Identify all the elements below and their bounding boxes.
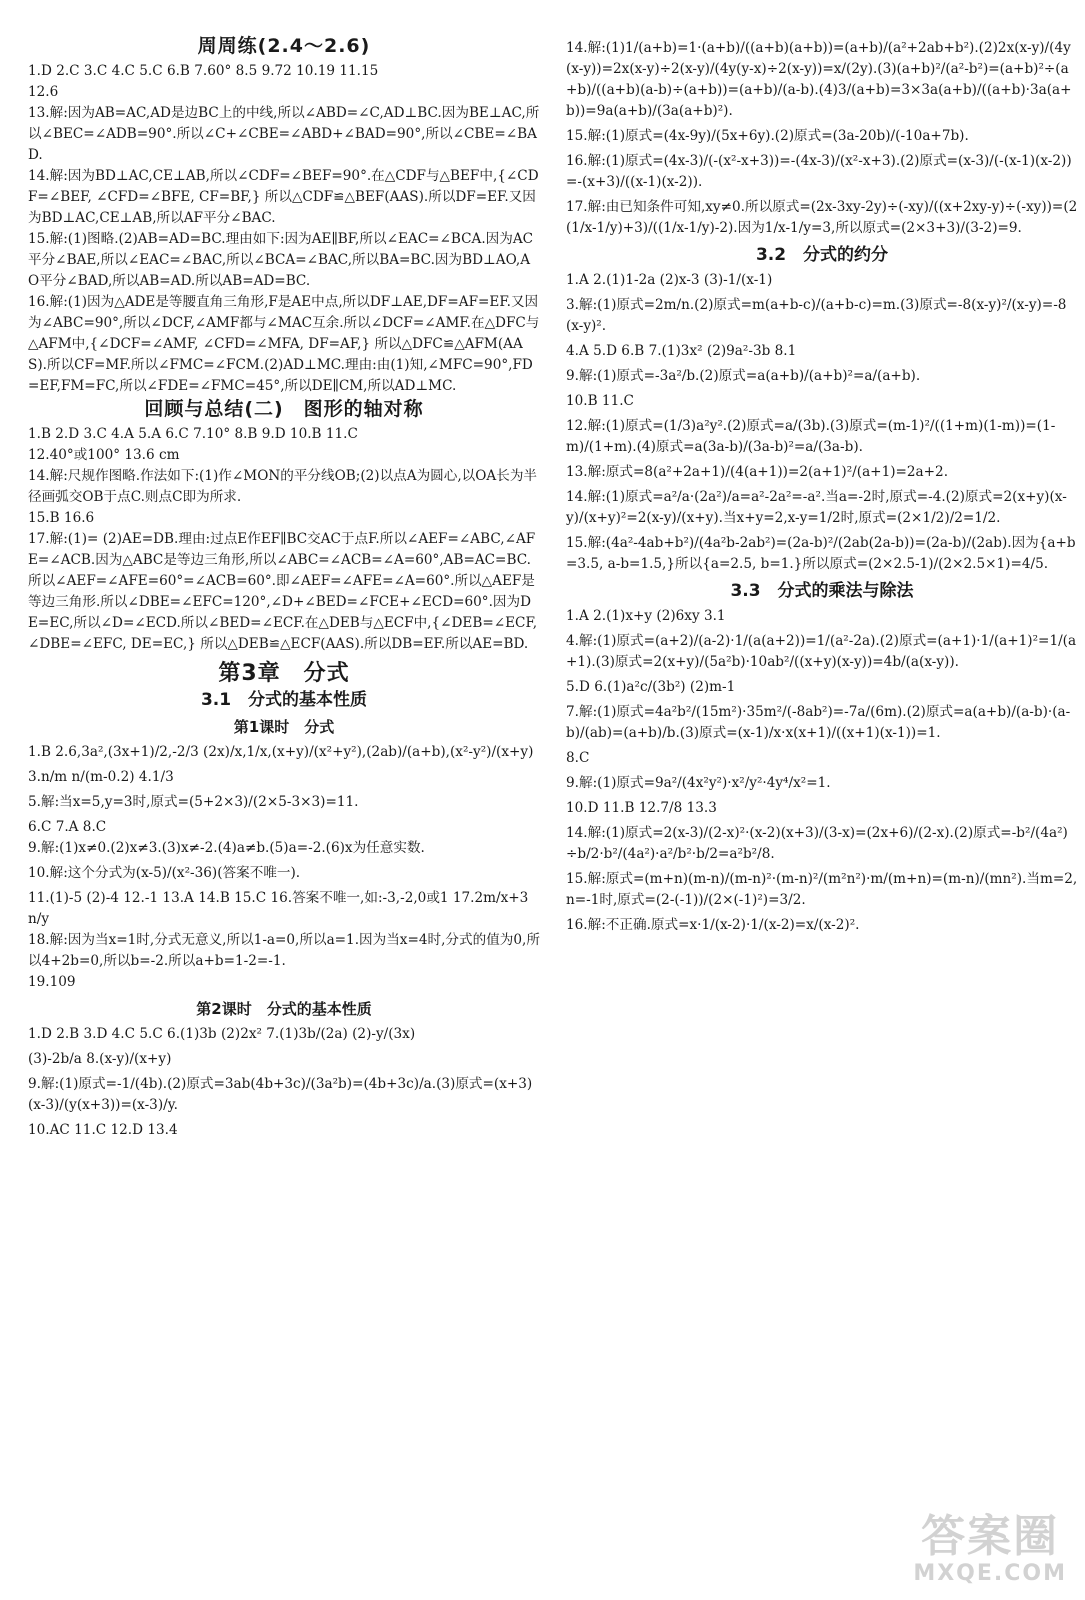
weekly-line: 1.D 2.C 3.C 4.C 5.C 6.B 7.60° 8.5 9.72 10.19 11.15 — [28, 63, 379, 79]
sec32-line: 12.解:(1)原式=(1/3)a²y².(2)原式=a/(3b).(3)原式=(m-1)²/((1+m)(1-m))=(1-m)/(1+m).(4)原式=a(3a-b)/(3a-b)²=a/(3a-b). — [566, 418, 1056, 455]
lesson2-line: 1.D 2.B 3.D 4.C 5.C 6.(1)3b (2)2x² 7.(1)3b/(2a) (2)-y/(3x) — [28, 1026, 416, 1042]
review-line: 14.解:尺规作图略.作法如下:(1)作∠MON的平分线OB;(2)以点A为圆心,以OA长为半径画弧交OB于点C.则点C即为所求. — [28, 468, 538, 505]
answer-line: 14.解:(1)1/(a+b)=1·(a+b)/((a+b)(a+b))=(a+b)/(a²+2ab+b²).(2)2x(x-y)/(4y(x-y))=2x(x-y)÷2(x-y)/(4y(y-x)÷2(x-y))=x/(2y).(3)(a+b)²/(a²-b²)=(a+b)²÷(a+b)/((a+b)(a-b)÷(a+b))=(a+b)/(a-b).(4)3/(a+b)=3×3a(a+b)/((a+b)·3a(a+b))=9a(a+b)/(3a(a+b)²). — [566, 40, 1072, 119]
section-3-1-title: 3.1 分式的基本性质 — [200, 690, 368, 710]
weekly-line: 12.6 — [28, 84, 59, 100]
weekly-line: 15.解:(1)图略.(2)AB=AD=BC.理由如下:因为AE∥BF,所以∠EAC=∠BCA.因为AC平分∠BAE,所以∠EAC=∠BAC,所以∠BCA=∠BAC,所以BA=BC.因为BD⊥AO,AO平分∠BAD,所以AB=AD.所以AB=AD=BC. — [28, 231, 534, 289]
sec32-line: 14.解:(1)原式=a²/a·(2a²)/a=a²-2a²=-a².当a=-2时,原式=-4.(2)原式=2(x+y)(x-y)/(x+y)²=2(x-y)/(x+y).当x+y=2,x-y=1/2时,原式=(2×1/2)/2=1/2. — [566, 489, 1067, 526]
lesson1-line: 1.B 2.6,3a²,(3x+1)/2,-2/3 (2x)/x,1/x,(x+y)/(x²+y²),(2ab)/(a+b),(x²-y²)/(x+y) — [28, 744, 534, 760]
sec32-line: 15.解:(4a²-4ab+b²)/(4a²b-2ab²)=(2a-b)²/(2ab(2a-b))=(2a-b)/(2ab).因为{a+b=3.5, a-b=1.5,}所以{a=2.5, b=1.}所以原式=(2×2.5-1)/(2×2.5×1)=4/5. — [566, 535, 1076, 572]
review-line: 12.40°或100° 13.6 cm — [28, 447, 180, 463]
lesson1-line: 9.解:(1)x≠0.(2)x≠3.(3)x≠-2.(4)a≠b.(5)a=-2.(6)x为任意实数. — [28, 840, 425, 856]
lesson1-line: 3.n/m n/(m-0.2) 4.1/3 — [28, 769, 174, 785]
watermark-url: MXQE.COM — [913, 1561, 1067, 1586]
watermark-logo — [913, 1513, 1067, 1586]
lesson1-line: 18.解:因为当x=1时,分式无意义,所以1-a=0,所以a=1.因为当x=4时,分式的值为0,所以4+2b=0,所以b=-2.所以a+b=1-2=-1. — [28, 932, 540, 969]
sec33-line: 4.解:(1)原式=(a+2)/(a-2)·1/(a(a+2))=1/(a²-2a).(2)原式=(a+1)·1/(a+1)²=1/(a+1).(3)原式=2(x+y)/(5a²b)·10ab²/((x+y)(x-y))=4b/(a(x-y)). — [566, 633, 1077, 670]
sec33-line: 5.D 6.(1)a²c/(3b²) (2)m-1 — [566, 679, 736, 695]
review-title: 回顾与总结(二) 图形的轴对称 — [144, 398, 424, 420]
sec32-line: 9.解:(1)原式=-3a²/b.(2)原式=a(a+b)/(a+b)²=a/(a+b). — [566, 368, 921, 384]
watermark-logo-text: 答案圈 — [921, 1511, 1060, 1562]
lesson1-line: 5.解:当x=5,y=3时,原式=(5+2×3)/(2×5-3×3)=11. — [28, 794, 359, 810]
answer-line: 15.解:(1)原式=(4x-9y)/(5x+6y).(2)原式=(3a-20b)/(-10a+7b). — [566, 128, 969, 144]
sec32-line: 4.A 5.D 6.B 7.(1)3x² (2)9a²-3b 8.1 — [566, 343, 797, 359]
sec33-line: 7.解:(1)原式=4a²b²/(15m²)·35m²/(-8ab²)=-7a/(6m).(2)原式=a(a+b)/(a-b)·(a-b)/(ab)=(a+b)/b.(3)原式=(x-1)/x·x(x+1)/((x+1)(x-1))=1. — [566, 704, 1071, 741]
answer-line: 16.解:(1)原式=(4x-3)/(-(x²-x+3))=-(4x-3)/(x²-x+3).(2)原式=(x-3)/(-(x-1)(x-2))=-(x+3)/((x-1)(x-2)). — [566, 153, 1072, 190]
sec33-line: 14.解:(1)原式=2(x-3)/(2-x)²·(x-2)(x+3)/(3-x)=(2x+6)/(2-x).(2)原式=-b²/(4a²)÷b/2·b²/(4a²)·a²/b²·b/2=a²b²/8. — [566, 825, 1068, 862]
lesson2-line: 10.AC 11.C 12.D 13.4 — [28, 1122, 178, 1138]
weekly-line: 13.解:因为AB=AC,AD是边BC上的中线,所以∠ABD=∠C,AD⊥BC.因为BE⊥AC,所以∠BEC=∠ADB=90°.所以∠C+∠CBE=∠ABD+∠BAD=90°,所以∠CBE=∠BAD. — [28, 105, 540, 163]
sec33-line: 8.C — [566, 750, 590, 766]
sec33-line: 15.解:原式=(m+n)(m-n)/(m-n)²·(m-n)²/(m²n²)·m/(m+n)=(m-n)/(mn²).当m=2,n=-1时,原式=(2-(-1))/(2×(-1)²)=3/2. — [566, 871, 1078, 908]
lesson2-line: 9.解:(1)原式=-1/(4b).(2)原式=3ab(4b+3c)/(3a²b)=(4b+3c)/a.(3)原式=(x+3)(x-3)/(y(x+3))=(x-3)/y. — [28, 1076, 533, 1113]
section-3-3-title: 3.3 分式的乘法与除法 — [730, 581, 914, 601]
sec32-line: 10.B 11.C — [566, 393, 634, 409]
right-column — [566, 34, 1078, 940]
lesson2-line: (3)-2b/a 8.(x-y)/(x+y) — [28, 1051, 172, 1067]
left-column — [28, 34, 540, 1141]
lesson-2-title: 第2课时 分式的基本性质 — [196, 1000, 372, 1018]
lesson1-line: 19.109 — [28, 974, 76, 990]
sec32-line: 3.解:(1)原式=2m/n.(2)原式=m(a+b-c)/(a+b-c)=m.(3)原式=-8(x-y)²/(x-y)=-8(x-y)². — [566, 297, 1067, 334]
lesson1-line: 10.解:这个分式为(x-5)/(x²-36)(答案不唯一). — [28, 865, 301, 881]
sec32-line: 13.解:原式=8(a²+2a+1)/(4(a+1))=2(a+1)²/(a+1)=2a+2. — [566, 464, 949, 480]
weekly-line: 16.解:(1)因为△ADE是等腰直角三角形,F是AE中点,所以DF⊥AE,DF=AF=EF.又因为∠ABC=90°,所以∠DCF,∠AMF都与∠MAC互余.所以∠DCF=∠AMF.在△DFC与△AFM中,{∠DCF=∠AMF, ∠CFD=∠MFA, DF=AF,} 所以△DFC≌△AFM(AAS).所以CF=MF.所以∠FMC=∠FCM.(2)AD⊥MC.理由:由(1)知,∠MFC=90°,FD=EF,FM=FC,所以∠FDE=∠FMC=45°,所以DE∥CM,所以AD⊥MC. — [28, 294, 540, 394]
review-line: 1.B 2.D 3.C 4.A 5.A 6.C 7.10° 8.B 9.D 10.B 11.C — [28, 426, 358, 442]
sec32-line: 1.A 2.(1)1-2a (2)x-3 (3)-1/(x-1) — [566, 272, 773, 288]
sec33-line: 1.A 2.(1)x+y (2)6xy 3.1 — [566, 608, 726, 624]
answer-line: 17.解:由已知条件可知,xy≠0.所以原式=(2x-3xy-2y)÷(-xy)/((x+2xy-y)÷(-xy))=(2(1/x-1/y)+3)/((1/x-1/y)-2).因为1/x-1/y=3,所以原式=(2×3+3)/(3-2)=9. — [566, 199, 1078, 236]
chapter-title: 第3章 分式 — [218, 661, 350, 686]
sec33-line: 10.D 11.B 12.7/8 13.3 — [566, 800, 717, 816]
sec33-line: 16.解:不正确.原式=x·1/(x-2)·1/(x-2)=x/(x-2)². — [566, 917, 860, 933]
weekly-line: 14.解:因为BD⊥AC,CE⊥AB,所以∠CDF=∠BEF=90°.在△CDF与△BEF中,{∠CDF=∠BEF, ∠CFD=∠BFE, CF=BF,} 所以△CDF≌△BEF(AAS).所以DF=EF.又因为BD⊥AC,CE⊥AB,所以AF平分∠BAC. — [28, 168, 539, 226]
lesson-1-title: 第1课时 分式 — [233, 718, 335, 736]
review-line: 15.B 16.6 — [28, 510, 95, 526]
lesson1-line: 11.(1)-5 (2)-4 12.-1 13.A 14.B 15.C 16.答案不唯一,如:-3,-2,0或1 17.2m/x+3n/y — [28, 890, 529, 927]
sec33-line: 9.解:(1)原式=9a²/(4x²y²)·x²/y²·4y⁴/x²=1. — [566, 775, 831, 791]
weekly-title: 周周练(2.4～2.6) — [197, 35, 371, 57]
lesson1-line: 6.C 7.A 8.C — [28, 819, 107, 835]
review-line: 17.解:(1)= (2)AE=DB.理由:过点E作EF∥BC交AC于点F.所以∠AEF=∠ABC,∠AFE=∠ACB.因为△ABC是等边三角形,所以∠ABC=∠ACB=∠A=60°,AB=AC=BC.所以∠AEF=∠AFE=60°=∠ACB=60°.即∠AEF=∠AFE=∠A=60°.所以△AEF是等边三角形.所以∠DBE=∠EFC=120°,∠D+∠BED=∠FCE+∠ECD=60°.因为DE=EC,所以∠D=∠ECD.所以∠BED=∠ECF.在△DEB与△ECF中,{∠DEB=∠ECF, ∠DBE=∠EFC, DE=EC,} 所以△DEB≌△ECF(AAS).所以DB=EF.所以AE=BD. — [28, 531, 538, 652]
section-3-2-title: 3.2 分式的约分 — [755, 245, 889, 265]
